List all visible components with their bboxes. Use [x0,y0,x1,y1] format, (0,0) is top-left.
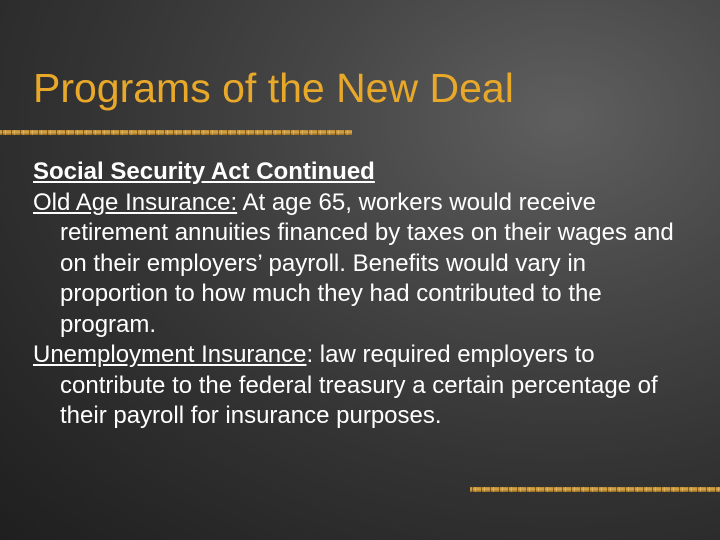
slide-body [33,157,693,432]
slide-title: Programs of the New Deal [33,65,514,111]
decorative-rule-top [0,130,352,135]
section-heading: Social Security Act Continued [33,158,375,185]
term-unemployment-insurance: Unemployment Insurance [33,341,307,368]
paragraph-old-age-insurance [33,188,693,341]
term-old-age-insurance: Old Age Insurance: [33,188,238,216]
text-unemployment-insurance: : law required employers to contribute to the federal treasury a certain percentage of their payroll for insurance purposes. [60,341,658,429]
decorative-rule-bottom [470,487,720,492]
text-old-age-insurance: At age 65, workers would receive retirement annuities financed by taxes on their wages and on their employers’ payroll. Benefits would vary in proportion to how much they had contributed to the program. [60,188,674,338]
paragraph-unemployment-insurance [33,340,693,432]
